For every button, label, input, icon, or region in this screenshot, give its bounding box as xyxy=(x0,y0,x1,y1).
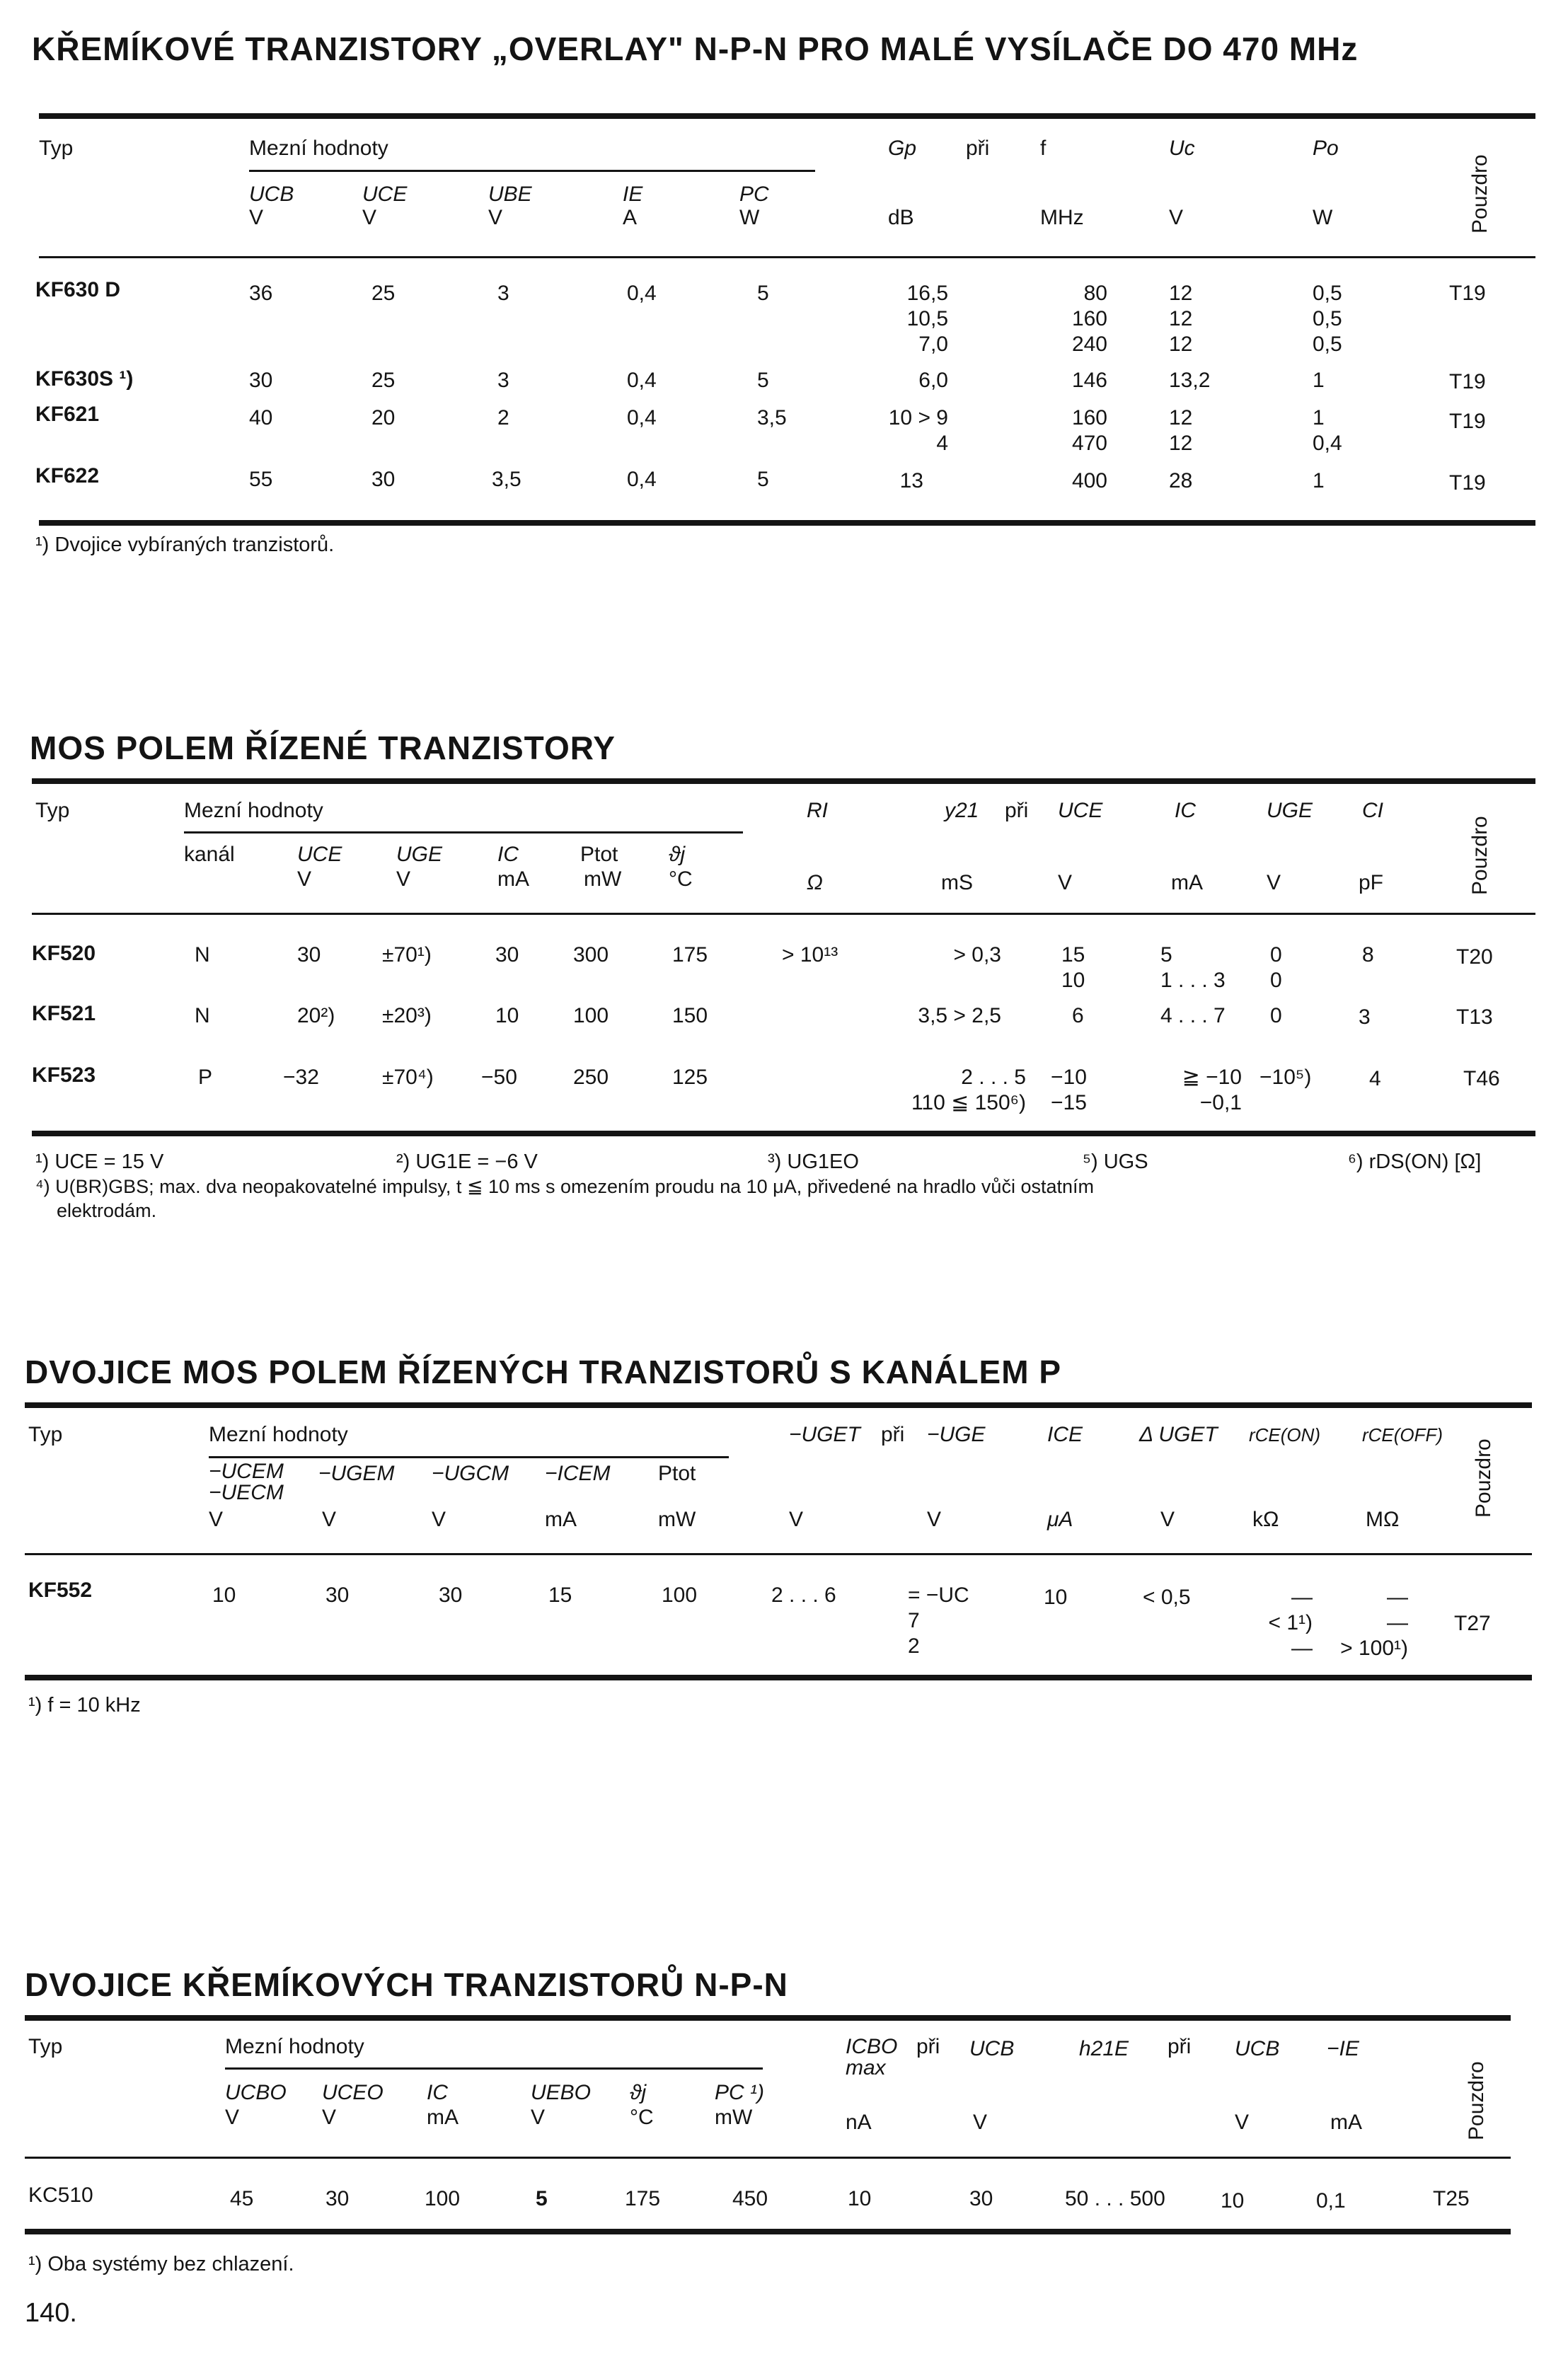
cell-po: 1 xyxy=(1313,369,1325,392)
unit-ucb: V xyxy=(973,2111,988,2134)
cell-tj: 125 xyxy=(672,1066,708,1089)
cell-ube: 2 xyxy=(497,406,509,429)
header-ie: IE xyxy=(623,183,643,206)
cell-gp: 16,5 10,5 7,0 xyxy=(906,282,948,356)
unit-ic: mA xyxy=(427,2106,459,2129)
unit-rceon: kΩ xyxy=(1252,1508,1279,1531)
cell-uc: 28 xyxy=(1169,469,1193,492)
header-ci: CI xyxy=(1362,799,1383,822)
header-ie: −IE xyxy=(1327,2037,1359,2060)
unit-ice: μA xyxy=(1047,1508,1073,1531)
unit-duget: V xyxy=(1160,1508,1175,1531)
cell-icem: 15 xyxy=(548,1583,572,1607)
unit-ucbo: V xyxy=(225,2106,240,2129)
cell-y21: > 0,3 xyxy=(953,943,1001,967)
header-f: f xyxy=(1040,137,1047,160)
footnote: ¹) Dvojice vybíraných tranzistorů. xyxy=(35,533,335,556)
cell-y21: 2 . . . 5 110 ≦ 150⁶) xyxy=(911,1066,1026,1114)
cell-uce: 25 xyxy=(371,369,396,392)
header-ucem: −UCEM −UECM xyxy=(209,1460,284,1504)
cell-uce: 20 xyxy=(371,406,396,429)
cell-f: 160 470 xyxy=(1071,406,1107,455)
cell-ptot: 100 xyxy=(662,1583,698,1607)
cell-typ: KF552 xyxy=(28,1579,93,1602)
cell-uge: ±20³) xyxy=(382,1004,432,1027)
header-subrule xyxy=(249,170,815,172)
header-icbo: ICBO max xyxy=(846,2035,898,2079)
cell-uceo: 30 xyxy=(325,2187,350,2210)
cell-pouzdro: T19 xyxy=(1449,282,1486,305)
cell-ice: 10 xyxy=(1044,1586,1068,1609)
header-ucb: UCB xyxy=(249,183,294,206)
cell-ci: 8 xyxy=(1362,943,1374,967)
unit-icem: mA xyxy=(545,1508,577,1531)
header-kanal: kanál xyxy=(184,843,235,866)
header-pc: PC ¹) xyxy=(715,2081,764,2104)
unit-icbo: nA xyxy=(846,2111,872,2134)
section-title: MOS POLEM ŘÍZENÉ TRANZISTORY xyxy=(30,729,616,766)
cell-icbo: 10 xyxy=(848,2187,872,2210)
cell-ci: 3 xyxy=(1359,1005,1371,1029)
cell-pouzdro: T19 xyxy=(1449,471,1486,495)
header-ube: UBE xyxy=(488,183,532,206)
cell-ie: 0,4 xyxy=(627,468,657,491)
header-pouzdro: Pouzdro xyxy=(1472,1438,1495,1518)
cell-uce: 30 xyxy=(297,943,321,967)
unit-uce2: V xyxy=(1058,871,1073,894)
header-tj: ϑj xyxy=(669,843,686,866)
bottom-rule xyxy=(39,520,1535,526)
cell-typ: KF520 xyxy=(32,942,96,965)
header-pri: při xyxy=(1005,799,1029,822)
cell-gp: 13 xyxy=(899,469,923,492)
cell-h21e: 50 . . . 500 xyxy=(1065,2187,1165,2210)
cell-typ: KF622 xyxy=(35,464,100,488)
unit-uget: V xyxy=(789,1508,804,1531)
cell-ucb: 55 xyxy=(249,468,273,491)
cell-ie: 0,1 xyxy=(1316,2189,1346,2213)
cell-uc: 12 12 xyxy=(1169,406,1193,455)
cell-uce: 20²) xyxy=(297,1004,335,1027)
header-h21e: h21E xyxy=(1079,2037,1129,2060)
header-mezni-hodnoty: Mezní hodnoty xyxy=(225,2035,364,2058)
cell-ucb2: 10 xyxy=(1221,2189,1245,2213)
cell-typ: KC510 xyxy=(28,2183,93,2207)
cell-po: 1 xyxy=(1313,469,1325,492)
cell-typ: KF630S ¹) xyxy=(35,367,134,391)
cell-ri: > 10¹³ xyxy=(782,943,838,967)
cell-uge2: 0 xyxy=(1270,1004,1282,1027)
page-number: 140. xyxy=(25,2298,77,2328)
cell-uce: 30 xyxy=(371,468,396,491)
header-uc: Uc xyxy=(1169,137,1195,160)
unit-uce: V xyxy=(362,206,377,229)
unit-f: MHz xyxy=(1040,206,1084,229)
header-ptot: Ptot xyxy=(658,1462,696,1485)
cell-pc: 5 xyxy=(757,369,769,392)
cell-ic: 100 xyxy=(425,2187,461,2210)
unit-ube: V xyxy=(488,206,503,229)
header-pri2: při xyxy=(1168,2035,1192,2058)
header-ptot: Ptot xyxy=(580,843,618,866)
cell-gp: 6,0 xyxy=(918,369,948,392)
cell-ic: 30 xyxy=(495,943,519,967)
header-pouzdro: Pouzdro xyxy=(1468,816,1492,895)
header-typ: Typ xyxy=(39,137,74,160)
header-ucb2: UCB xyxy=(1235,2037,1280,2060)
header-subrule xyxy=(225,2067,763,2070)
unit-ucb2: V xyxy=(1235,2111,1250,2134)
cell-f: 400 xyxy=(1071,469,1107,492)
footnote-1: ¹) UCE = 15 V xyxy=(35,1150,164,1173)
cell-ucb: 30 xyxy=(249,369,273,392)
cell-uce2: 6 xyxy=(1072,1004,1084,1027)
unit-pc: mW xyxy=(715,2106,753,2129)
header-mezni-hodnoty: Mezní hodnoty xyxy=(209,1423,348,1446)
cell-ube: 3,5 xyxy=(492,468,521,491)
header-ic2: IC xyxy=(1175,799,1196,822)
unit-ic: mA xyxy=(497,867,529,891)
cell-tj: 150 xyxy=(672,1004,708,1027)
header-mezni-hodnoty: Mezní hodnoty xyxy=(249,137,388,160)
cell-pouzdro: T19 xyxy=(1449,370,1486,393)
header-typ: Typ xyxy=(28,2035,63,2058)
unit-tj: °C xyxy=(669,867,693,891)
footnote: ¹) Oba systémy bez chlazení. xyxy=(28,2253,294,2275)
header-uge: −UGE xyxy=(927,1423,986,1446)
header-uce: UCE xyxy=(362,183,408,206)
cell-ic: −50 xyxy=(481,1066,517,1089)
cell-uge2: −10⁵) xyxy=(1259,1066,1312,1089)
cell-f: 80 160 240 xyxy=(1071,282,1107,356)
unit-po: W xyxy=(1313,206,1333,229)
cell-uce: 25 xyxy=(371,282,396,305)
cell-kanal: P xyxy=(198,1066,213,1089)
cell-pc: 3,5 xyxy=(757,406,787,429)
unit-ucb: V xyxy=(249,206,264,229)
cell-uc: 13,2 xyxy=(1169,369,1211,392)
header-rule xyxy=(32,913,1535,915)
footnote-6: ⁶) rDS(ON) [Ω] xyxy=(1348,1150,1482,1173)
cell-pc: 5 xyxy=(757,468,769,491)
cell-ic2: 5 1 . . . 3 xyxy=(1160,943,1226,992)
cell-pc: 450 xyxy=(732,2187,768,2210)
cell-po: 1 0,4 xyxy=(1313,406,1342,455)
footnote-2: ²) UG1E = −6 V xyxy=(396,1150,538,1173)
cell-ie: 0,4 xyxy=(627,369,657,392)
header-rceon: rCE(ON) xyxy=(1249,1424,1321,1446)
cell-ucb: 30 xyxy=(969,2187,993,2210)
cell-pc: 5 xyxy=(757,282,769,305)
cell-ptot: 250 xyxy=(573,1066,609,1089)
top-rule xyxy=(39,113,1535,119)
cell-uge: ±70⁴) xyxy=(382,1066,434,1089)
cell-pouzdro: T20 xyxy=(1456,945,1493,969)
section-title: DVOJICE KŘEMÍKOVÝCH TRANZISTORŮ N-P-N xyxy=(25,1966,788,2003)
cell-gp: 10 > 9 4 xyxy=(888,406,948,455)
header-subrule xyxy=(209,1456,729,1458)
cell-ugem: 30 xyxy=(325,1583,350,1607)
unit-uge: V xyxy=(927,1508,942,1531)
header-uce2: UCE xyxy=(1058,799,1103,822)
unit-rceoff: MΩ xyxy=(1366,1508,1400,1531)
top-rule xyxy=(25,1402,1532,1408)
cell-uce: −32 xyxy=(283,1066,319,1089)
cell-pouzdro: T46 xyxy=(1463,1067,1500,1090)
cell-ucem: 10 xyxy=(212,1583,236,1607)
unit-ugcm: V xyxy=(432,1508,446,1531)
cell-rceoff: — — > 100¹) xyxy=(1340,1586,1408,1660)
unit-ugem: V xyxy=(322,1508,337,1531)
header-ugem: −UGEM xyxy=(318,1462,395,1485)
cell-typ: KF621 xyxy=(35,403,100,426)
cell-y21: 3,5 > 2,5 xyxy=(918,1004,1001,1027)
header-uce: UCE xyxy=(297,843,342,866)
cell-ucb: 40 xyxy=(249,406,273,429)
header-pri: při xyxy=(966,137,990,160)
unit-pc: W xyxy=(739,206,760,229)
header-gp: Gp xyxy=(888,137,917,160)
header-pouzdro: Pouzdro xyxy=(1465,2061,1488,2140)
unit-ci: pF xyxy=(1359,871,1384,894)
unit-ptot: mW xyxy=(658,1508,696,1531)
cell-uge: = −UC 7 2 xyxy=(908,1583,969,1658)
cell-ic2: 4 . . . 7 xyxy=(1160,1004,1226,1027)
cell-ci: 4 xyxy=(1369,1067,1381,1090)
cell-ugcm: 30 xyxy=(439,1583,463,1607)
header-ucb: UCB xyxy=(969,2037,1015,2060)
header-ucbo: UCBO xyxy=(225,2081,287,2104)
cell-uge2: 0 0 xyxy=(1270,943,1282,992)
header-ic: IC xyxy=(427,2081,448,2104)
header-uget: −UGET xyxy=(789,1423,860,1446)
unit-gp: dB xyxy=(888,206,914,229)
cell-typ: KF521 xyxy=(32,1002,96,1025)
header-typ: Typ xyxy=(28,1423,63,1446)
header-ice: ICE xyxy=(1047,1423,1083,1446)
cell-uc: 12 12 12 xyxy=(1169,282,1193,356)
cell-uce2: −10 −15 xyxy=(1051,1066,1087,1114)
header-ri: RI xyxy=(807,799,828,822)
cell-ube: 3 xyxy=(497,369,509,392)
bottom-rule xyxy=(25,1675,1532,1680)
header-uge: UGE xyxy=(396,843,443,866)
cell-tj: 175 xyxy=(672,943,708,967)
cell-kanal: N xyxy=(195,943,210,967)
unit-ucem: V xyxy=(209,1508,224,1531)
header-po: Po xyxy=(1313,137,1339,160)
cell-uget: 2 . . . 6 xyxy=(771,1583,836,1607)
top-rule xyxy=(32,778,1535,784)
cell-uge: ±70¹) xyxy=(382,943,432,967)
cell-typ: KF523 xyxy=(32,1063,96,1087)
cell-duget: < 0,5 xyxy=(1143,1586,1191,1609)
cell-ptot: 100 xyxy=(573,1004,609,1027)
header-rule xyxy=(25,2157,1511,2159)
cell-ie: 0,4 xyxy=(627,406,657,429)
footnote-3: ³) UG1EO xyxy=(768,1150,859,1173)
cell-ic: 10 xyxy=(495,1004,519,1027)
unit-ic2: mA xyxy=(1171,871,1203,894)
unit-ie: A xyxy=(623,206,638,229)
header-pri: při xyxy=(916,2035,940,2058)
cell-ucbo: 45 xyxy=(230,2187,254,2210)
unit-uc: V xyxy=(1169,206,1184,229)
cell-f: 146 xyxy=(1071,369,1107,392)
header-uge2: UGE xyxy=(1267,799,1313,822)
unit-uce: V xyxy=(297,867,312,891)
cell-ucb: 36 xyxy=(249,282,273,305)
section-title: DVOJICE MOS POLEM ŘÍZENÝCH TRANZISTORŮ S KANÁLEM P xyxy=(25,1354,1062,1390)
header-y21: y21 xyxy=(945,799,979,822)
unit-uge: V xyxy=(396,867,411,891)
unit-uceo: V xyxy=(322,2106,337,2129)
header-rule xyxy=(39,256,1535,258)
footnote-4: ⁴) U(BR)GBS; max. dva neopakovatelné impulsy, t ≦ 10 ms s omezením proudu na 10 μA, přivedené na hradlo vůči ostatním elektrodám. xyxy=(35,1176,1094,1221)
bottom-rule xyxy=(25,2229,1511,2234)
header-uceo: UCEO xyxy=(322,2081,384,2104)
cell-tj: 175 xyxy=(625,2187,661,2210)
unit-ie: mA xyxy=(1330,2111,1362,2134)
cell-ic2: ≧ −10 −0,1 xyxy=(1182,1066,1242,1114)
cell-uebo: 5 xyxy=(536,2187,548,2210)
header-duget: Δ UGET xyxy=(1139,1423,1218,1446)
header-ugcm: −UGCM xyxy=(432,1462,509,1485)
header-tj: ϑj xyxy=(630,2081,647,2104)
cell-po: 0,5 0,5 0,5 xyxy=(1313,282,1342,356)
unit-uebo: V xyxy=(531,2106,546,2129)
header-rceoff: rCE(OFF) xyxy=(1362,1424,1443,1446)
cell-uce2: 15 10 xyxy=(1061,943,1085,992)
header-icem: −ICEM xyxy=(545,1462,611,1485)
unit-ptot: mW xyxy=(584,867,622,891)
unit-uge2: V xyxy=(1267,871,1281,894)
unit-y21: mS xyxy=(941,871,973,894)
cell-rceon: — < 1¹) — xyxy=(1268,1586,1313,1660)
cell-typ: KF630 D xyxy=(35,278,121,301)
footnote: ¹) f = 10 kHz xyxy=(28,1694,141,1717)
top-rule xyxy=(25,2015,1511,2021)
header-pouzdro: Pouzdro xyxy=(1468,154,1492,233)
cell-pouzdro: T13 xyxy=(1456,1005,1493,1029)
bottom-rule xyxy=(32,1131,1535,1136)
header-subrule xyxy=(184,831,743,833)
section-title: KŘEMÍKOVÉ TRANZISTORY „OVERLAY" N-P-N PRO MALÉ VYSÍLAČE DO 470 MHz xyxy=(32,30,1359,67)
header-typ: Typ xyxy=(35,799,70,822)
header-uebo: UEBO xyxy=(531,2081,592,2104)
cell-pouzdro: T19 xyxy=(1449,410,1486,433)
header-mezni-hodnoty: Mezní hodnoty xyxy=(184,799,323,822)
cell-pouzdro: T25 xyxy=(1433,2187,1470,2210)
header-pri: při xyxy=(881,1423,905,1446)
cell-kanal: N xyxy=(195,1004,210,1027)
cell-ptot: 300 xyxy=(573,943,609,967)
cell-pouzdro: T27 xyxy=(1454,1612,1491,1635)
footnote-5: ⁵) UGS xyxy=(1083,1150,1148,1173)
unit-ri: Ω xyxy=(807,871,823,894)
header-ic: IC xyxy=(497,843,519,866)
unit-tj: °C xyxy=(630,2106,654,2129)
cell-ube: 3 xyxy=(497,282,509,305)
header-pc: PC xyxy=(739,183,769,206)
cell-ie: 0,4 xyxy=(627,282,657,305)
header-rule xyxy=(25,1553,1532,1555)
